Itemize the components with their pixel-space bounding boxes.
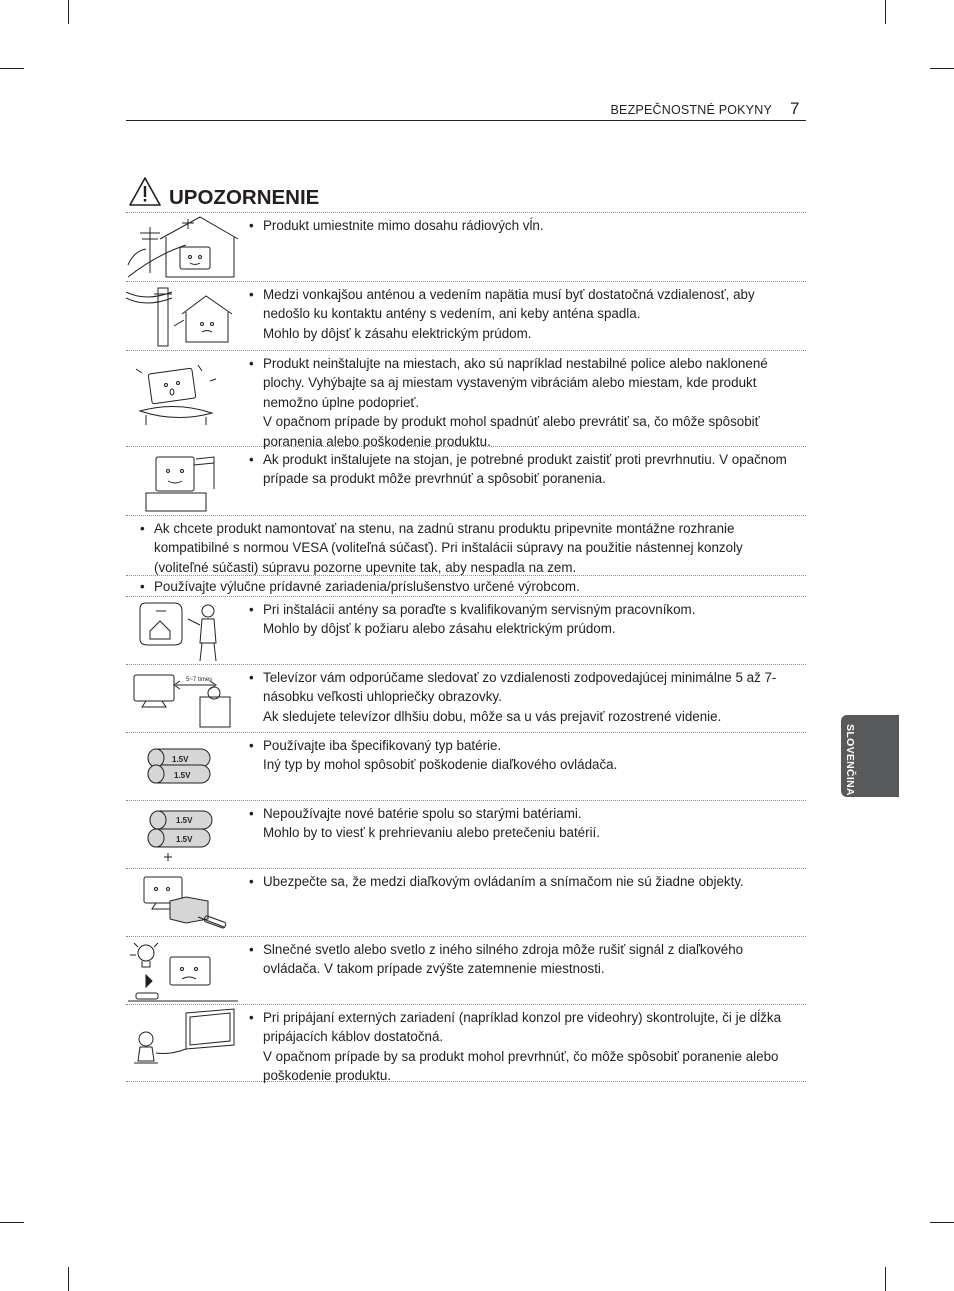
crop-mark xyxy=(0,68,24,69)
list-item: 1.5V 1.5V • Nepoužívajte nové batérie spolu so starými batériami. Mohlo by to viesť k prehrievaniu alebo pretečeniu batérií. xyxy=(126,800,806,868)
crop-mark xyxy=(68,1267,69,1291)
svg-text:1.5V: 1.5V xyxy=(174,771,191,780)
viewing-distance-illustration xyxy=(126,667,241,731)
item-text: Medzi vonkajšou anténou a vedením napätia musí byť dostatočná vzdialenosť, aby nedošlo ku kontaktu antény s vedením, ani keby anténa spadla. xyxy=(263,287,755,322)
warning-list xyxy=(126,212,806,1082)
item-text: Ak produkt inštalujete na stojan, je potrebné produkt zaistiť proti prevrhnutiu. V opačnom prípade sa produkt môže prevrhnúť a spôsobiť poranenia. xyxy=(263,452,787,487)
item-text: Nepoužívajte nové batérie spolu so starými batériami. xyxy=(263,806,582,821)
list-item: • Medzi vonkajšou anténou a vedením napätia musí byť dostatočná vzdialenosť, aby nedošlo ku kontaktu antény s vedením, ani keby anténa spadla. Mohlo by dôjsť k zásahu elektrickým prúdom. xyxy=(126,281,806,350)
item-text: Mohlo by to viesť k prehrievaniu alebo pretečeniu batérií. xyxy=(263,825,601,841)
strong-light-tv-illustration xyxy=(126,939,241,1003)
antenna-house-illustration xyxy=(126,215,241,279)
item-text: Ubezpečte sa, že medzi diaľkovým ovládaním a snímačom nie sú žiadne objekty. xyxy=(263,874,744,889)
language-label: SLOVENČINA xyxy=(844,724,856,796)
item-text: Mohlo by dôjsť k požiaru alebo zásahu elektrickým prúdom. xyxy=(263,621,616,637)
unstable-shelf-tv-illustration xyxy=(126,353,241,433)
item-text: V opačnom prípade by sa produkt mohol prevrhnúť, čo môže spôsobiť poranenie alebo poškodenie produktu. xyxy=(263,1048,779,1084)
svg-text:1.5V: 1.5V xyxy=(172,755,189,764)
crop-mark xyxy=(68,0,69,24)
svg-text:1.5V: 1.5V xyxy=(176,835,193,844)
svg-text:1.5V: 1.5V xyxy=(176,816,193,825)
page-number: 7 xyxy=(790,99,800,118)
crop-mark xyxy=(885,1267,886,1291)
item-text: Televízor vám odporúčame sledovať zo vzdialenosti zodpovedajúcej minimálne 5 až 7-násobku veľkosti uhlopriečky obrazovky. xyxy=(263,670,777,705)
remote-obstacle-illustration xyxy=(126,871,241,935)
section-title: BEZPEČNOSTNÉ POKYNY xyxy=(610,103,772,117)
language-tab xyxy=(841,715,899,797)
item-text: Produkt umiestnite mimo dosahu rádiových vĺn. xyxy=(263,218,544,233)
item-text: Používajte iba špecifikovaný typ batérie. xyxy=(263,738,502,753)
batteries-illustration xyxy=(126,735,241,799)
item-text: Mohlo by dôjsť k zásahu elektrickým prúdom. xyxy=(263,325,532,341)
item-text: Iný typ by mohol spôsobiť poškodenie diaľkového ovládača. xyxy=(263,757,618,773)
item-text: Slnečné svetlo alebo svetlo z iného silného zdroja môže rušiť signál z diaľkového ovládača. V takom prípade zvýšte zatemnenie miestnosti. xyxy=(263,942,744,977)
list-item: • Produkt umiestnite mimo dosahu rádiových vĺn. xyxy=(126,212,806,281)
item-text: Ak chcete produkt namontovať na stenu, na zadnú stranu produktu pripevnite montážne rozhranie kompatibilné s normou VESA (voliteľná súčasť). Pri inštalácii súpravy na použitie nástennej konzoly (voliteľné súčasti) súpravu pozorne upevnite tak, aby nespadla na zem. xyxy=(154,521,743,575)
list-item: • Pri pripájaní externých zariadení (napríklad konzol pre videohry) skontrolujte, či je dĺžka pripájacích káblov dostatočná. V opačnom prípade by sa produkt mohol prevrhnúť, čo môže spôsobiť poranenie alebo poškodenie produktu. xyxy=(126,1004,806,1082)
svg-text:5~7 times: 5~7 times xyxy=(186,677,213,683)
tv-on-stand-illustration xyxy=(126,449,241,513)
item-text: Pri pripájaní externých zariadení (napríklad konzol pre videohry) skontrolujte, či je dĺžka pripájacích káblov dostatočná. xyxy=(263,1010,782,1045)
warning-triangle-icon xyxy=(128,176,162,208)
old-new-batteries-illustration xyxy=(126,803,241,867)
list-item: • Slnečné svetlo alebo svetlo z iného silného zdroja môže rušiť signál z diaľkového ovládača. V takom prípade zvýšte zatemnenie miestnosti. xyxy=(126,936,806,1004)
crop-mark xyxy=(885,0,886,24)
item-text: Používajte výlučne prídavné zariadenia/príslušenstvo určené výrobcom. xyxy=(154,579,580,594)
antenna-technician-illustration xyxy=(126,599,241,663)
crop-mark xyxy=(930,1222,954,1223)
crop-mark xyxy=(930,68,954,69)
list-item: • Ak chcete produkt namontovať na stenu, na zadnú stranu produktu pripevnite montážne rozhranie kompatibilné s normou VESA (voliteľná súčasť). Pri inštalácii súpravy na použitie nástennej konzoly (voliteľné súčasti) súpravu pozorne upevnite tak, aby nespadla na zem. xyxy=(126,515,806,575)
list-item: 5~7 times • Televízor vám odporúčame sledovať zo vzdialenosti zodpovedajúcej minimálne 5 až 7-násobku veľkosti uhlopriečky obrazovky. Ak sledujete televízor dlhšiu dobu, môže sa u vás prejaviť rozostrené videnie. xyxy=(126,664,806,732)
list-item: • Používajte výlučne prídavné zariadenia/príslušenstvo určené výrobcom. xyxy=(126,575,806,596)
crop-mark xyxy=(0,1222,24,1223)
heading-title: UPOZORNENIE xyxy=(169,186,320,209)
list-item: • Pri inštalácii antény sa poraďte s kvalifikovaným servisným pracovníkom. Mohlo by dôjsť k požiaru alebo zásahu elektrickým prúdom. xyxy=(126,596,806,664)
list-item: • Produkt neinštalujte na miestach, ako sú napríklad nestabilné police alebo naklonené plochy. Vyhýbajte sa aj miestam vystaveným vibráciám alebo miestam, kde produkt nemožno úplne podoprieť. V opačnom prípade by produkt mohol spadnúť alebo prevrátiť sa, čo môže spôsobiť poranenia alebo poškodenie produktu. xyxy=(126,350,806,446)
cable-length-illustration xyxy=(126,1007,241,1071)
item-text: Ak sledujete televízor dlhšiu dobu, môže sa u vás prejaviť rozostrené videnie. xyxy=(263,708,722,724)
header-divider xyxy=(126,120,806,121)
list-item: • Ubezpečte sa, že medzi diaľkovým ovládaním a snímačom nie sú žiadne objekty. xyxy=(126,868,806,936)
list-item: • Ak produkt inštalujete na stojan, je potrebné produkt zaistiť proti prevrhnutiu. V opačnom prípade sa produkt môže prevrhnúť a spôsobiť poranenia. xyxy=(126,446,806,515)
item-text: Pri inštalácii antény sa poraďte s kvalifikovaným servisným pracovníkom. xyxy=(263,602,696,617)
item-text: Produkt neinštalujte na miestach, ako sú napríklad nestabilné police alebo naklonené plochy. Vyhýbajte sa aj miestam vystaveným vibráciám alebo miestam, kde produkt nemožno úplne podoprieť. xyxy=(263,356,768,410)
item-text: V opačnom prípade by produkt mohol spadnúť alebo prevrátiť sa, čo môže spôsobiť poranenia alebo poškodenie produktu. xyxy=(263,414,760,449)
list-item: 1.5V 1.5V • Používajte iba špecifikovaný typ batérie. Iný typ by mohol spôsobiť poškodenie diaľkového ovládača. xyxy=(126,732,806,800)
power-pole-house-illustration xyxy=(126,284,241,348)
